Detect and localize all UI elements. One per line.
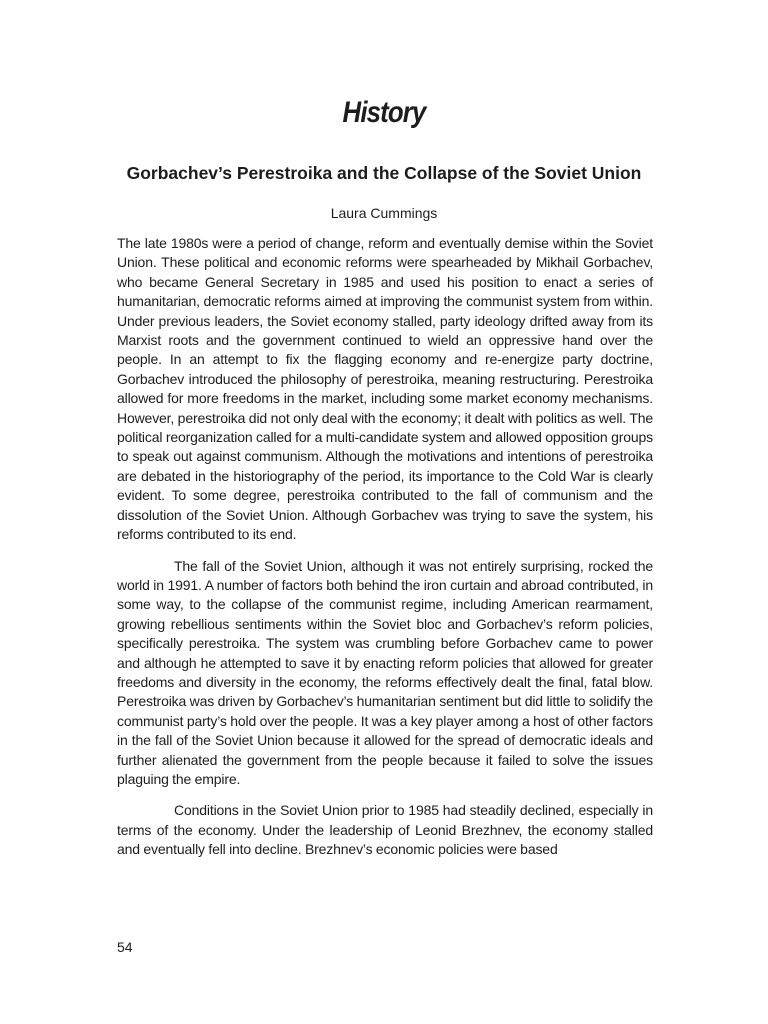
paragraph: The late 1980s were a period of change, reform and eventually demise within the Soviet Union. These political and economic reforms were spearheaded by Mikhail Gorbachev, who became General Secretary in 1985 and used his position to enact a series of humanitarian, democratic reforms aimed at improving the communist system from within. Under previous leaders, the Soviet economy stalled, party ideology drifted away from its Marxist roots and the government continued to wield an oppressive hand over the people. In an attempt to fix the flagging economy and re-energize party doctrine, Gorbachev introduced the philosophy of perestroika, meaning restructuring. Perestroika allowed for more freedoms in the market, including some market economy mechanisms. However, perestroika did not only deal with the economy; it dealt with politics as well. The political reorganization called for a multi-candidate system and allowed opposition groups to speak out against communism. Although the motivations and intentions of perestroika are debated in the historiography of the period, its importance to the Cold War is clearly evident. To some degree, perestroika contributed to the fall of communism and the dissolution of the Soviet Union. Although Gorbachev was trying to save the system, his reforms contributed to its end. [117, 235, 653, 543]
author-name: Laura Cummings [330, 205, 438, 221]
article-body [117, 234, 653, 872]
section-title: History [342, 96, 426, 129]
page-number: 54 [117, 939, 133, 955]
article-title: Gorbachev’s Perestroika and the Collapse of the Soviet Union [126, 163, 642, 183]
paragraph: Conditions in the Soviet Union prior to 1985 had steadily declined, especially in terms of the economy. Under the leadership of Leonid Brezhnev, the economy stalled and eventually fell into decline. Brezhnev’s economic policies were based [117, 802, 653, 858]
paragraph: The fall of the Soviet Union, although it was not entirely surprising, rocked the world in 1991. A number of factors both behind the iron curtain and abroad contributed, in some way, to the collapse of the communist regime, including American rearmament, growing rebellious sentiments within the Soviet bloc and Gorbachev’s reform policies, specifically perestroika. The system was crumbling before Gorbachev came to power and although he attempted to save it by enacting reform policies that allowed for greater freedoms and diversity in the economy, the reforms effectively dealt the final, fatal blow. Perestroika was driven by Gorbachev’s humanitarian sentiment but did little to solidify the communist party’s hold over the people. It was a key player among a host of other factors in the fall of the Soviet Union because it allowed for the spread of democratic ideals and further alienated the government from the people because it failed to solve the issues plaguing the empire. [117, 557, 653, 787]
